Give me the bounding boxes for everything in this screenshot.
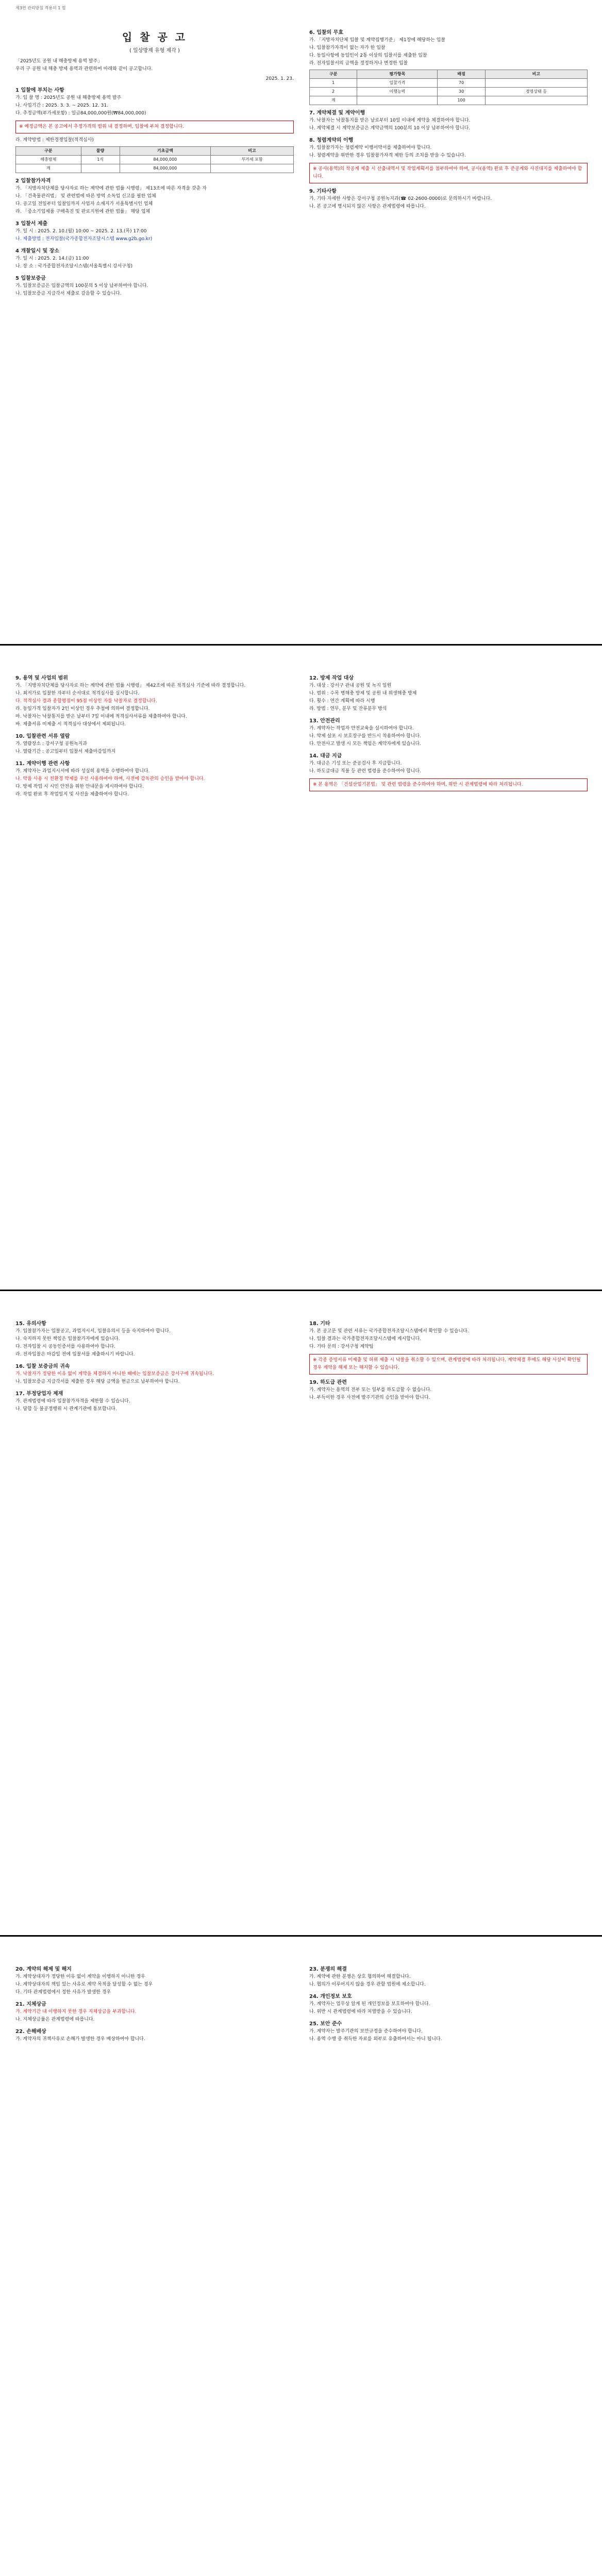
section-line: 가. 대상 : 강서구 관내 공원 및 녹지 일원 [309,683,392,688]
notice-subtitle: ( 일상방제 유형 제각 ) [129,48,180,54]
page-3-right-column [309,1316,588,1402]
section-line: 다. 공고일 전일부터 입찰일까지 사업자 소재지가 서울특별시인 업체 [15,201,153,207]
table-cell: 경영상태 등 [485,88,587,96]
section-line: 가. 일 시 : 2025. 2. 10.(월) 10:00 ~ 2025. 2. 13.(목) 17:00 [15,229,147,234]
section-heading: 3 입찰서 제출 [15,221,48,227]
section-line: 바. 제출서류 미제출 시 적격심사 대상에서 제외됩니다. [15,722,126,727]
section-line: 나. 입찰보증금 지급각서 제출로 갈음할 수 있습니다. [15,291,122,296]
section-line: 가. 계약상대자가 정당한 이유 없이 계약을 이행하지 아니한 경우 [15,1974,145,1979]
section-line: 나. 입찰보증금 지급각서를 제출한 경우 해당 금액을 현금으로 납부하여야 합니다. [15,1379,180,1384]
section-heading: 22. 손해배상 [15,2029,46,2035]
document-page-4 [0,1937,602,2576]
intro-line-2: 우리 구 공원 내 해충 방제 용역과 관련하여 아래와 같이 공고합니다. [15,66,153,72]
red-notice-text: ※ 각종 증빙서류 미제출 및 허위 제출 시 낙찰을 취소할 수 있으며, 관계법령에 따라 처리됩니다. 계약체결 후에도 해당 사실이 확인될 경우 계약을 해제 또는 해지할 수 있습니다. [313,1358,581,1370]
document-page-1 [0,0,602,644]
table-header: 배점 [438,70,485,79]
section-line: 나. 계약체결 시 계약보증금은 계약금액의 100분의 10 이상 납부하여야 합니다. [309,126,471,131]
notice-date: 2025. 1. 23. [265,76,294,81]
section-line: 가. 낙찰자는 낙찰통지를 받은 날로부터 10일 이내에 계약을 체결하여야 합니다. [309,118,471,123]
section-line: 라. 전자입찰은 마감일 전에 입찰서를 제출하시기 바랍니다. [15,1352,135,1357]
section-line: 다. 기타 문의 : 강서구청 계약팀 [309,1344,374,1349]
table-cell: 입찰가격 [357,79,438,88]
table-cell [485,79,587,88]
section-heading: 9. 용역 및 사업의 범위 [15,675,68,681]
section-heading: 9. 기타사항 [309,189,337,194]
document-page-3 [0,1291,602,1935]
notice-title: 입 찰 공 고 [122,31,188,43]
section-line: 나. 위반 시 관계법령에 따라 처벌받을 수 있습니다. [309,2009,412,2014]
section-line: 나. 계약상대자의 책임 있는 사유로 계약 목적을 달성할 수 없는 경우 [15,1982,153,1987]
red-notice-box [309,1354,588,1375]
section-line: 가. 계약자는 과업지시서에 따라 성실히 용역을 수행하여야 합니다. [15,769,150,774]
table-cell: 부가세 포함 [211,156,294,164]
section-line: 마. 낙찰자는 낙찰통지를 받은 날부터 7일 이내에 적격심사서류를 제출하여야 합니다. [15,714,187,719]
section-line-highlight: 가. 계약기간 내 이행하지 못한 경우 지체상금을 부과합니다. [15,2009,137,2014]
section-line: 다. 횟수 : 연간 계획에 따라 시행 [309,699,375,704]
table-cell [81,164,120,173]
section-line: 라. 작업 완료 후 작업일지 및 사진을 제출하여야 합니다. [15,792,129,797]
section-line: 나. 본 공고에 명시되지 않은 사항은 관계법령에 따릅니다. [309,204,426,209]
section-line: 다. 방제 작업 시 시민 안전을 위한 안내문을 게시하여야 합니다. [15,784,144,789]
section-line: 나. 입찰참가자격이 없는 자가 한 입찰 [309,45,386,50]
section-line: 가. 입찰참가자는 입찰공고, 과업지시서, 입찰유의서 등을 숙지하여야 합니다. [15,1329,171,1334]
table-cell: 30 [438,88,485,96]
section-line: 나. 입찰 결과는 국가종합전자조달시스템에 게시합니다. [309,1336,422,1342]
section-line-highlight: 가. 낙찰자가 정당한 이유 없이 계약을 체결하지 아니한 때에는 입찰보증금은 강서구에 귀속됩니다. [15,1371,214,1377]
section-line: 라. 동일가격 입찰자가 2인 이상인 경우 추첨에 의하여 결정합니다. [15,706,150,711]
section-line: 다. 안전사고 발생 시 모든 책임은 계약자에게 있습니다. [309,741,422,747]
page-2-left-column [15,670,294,799]
table-cell: 84,000,000 [120,164,210,173]
table-cell [485,96,587,105]
table-cell: 이행능력 [357,88,438,96]
table-header: 비고 [485,70,587,79]
table-cell: 70 [438,79,485,88]
section-line: 나. 「건축물관리법」 및 관련법에 따른 방역 소독업 신고를 필한 업체 [15,194,156,199]
red-notice-box [15,121,294,133]
table-header: 구분 [310,70,357,79]
section-line: 나. 약제 살포 시 보호장구를 반드시 착용하여야 합니다. [309,734,422,739]
table-row [310,88,588,96]
section-heading: 19. 하도급 관련 [309,1380,347,1385]
table-cell: 2 [310,88,357,96]
table-cell: 해충방제 [16,156,81,164]
section-line: 가. 「지방자치단체를 당사자로 하는 계약에 관한 법률 시행령」 제42조에 따른 적격심사 기준에 따라 결정합니다. [15,683,246,688]
section-heading: 24. 개인정보 보호 [309,1994,352,1999]
section-line: 나. 청렴계약을 위반한 경우 입찰참가자격 제한 등의 조치를 받을 수 있습니다. [309,153,466,158]
section-line: 가. 관계법령에 따라 입찰참가자격을 제한할 수 있습니다. [15,1399,130,1404]
section-heading: 20. 계약의 해제 및 해지 [15,1967,72,1972]
table-cell: 계 [16,164,81,173]
section-heading: 14. 대금 지급 [309,753,342,759]
section-heading: 5 입찰보증금 [15,276,46,281]
red-notice-text: ※ 본 용역은 「건설산업기본법」 및 관련 법령을 준수하여야 하며, 위반 시 관계법령에 따라 처리됩니다. [313,782,523,787]
table-header: 평가항목 [357,70,438,79]
table-cell: 100 [438,96,485,105]
section-line: 다. 추정금액(부가세포함) : 일금84,000,000원(₩84,000,000) [15,111,146,116]
evaluation-table [309,70,588,105]
page-header: 제3편 관리방침 적용의 1 필 [15,6,66,10]
section-line: 가. 입 찰 명 : 2025년도 공원 내 해충방제 용역 발주 [15,95,122,100]
table-header: 구분 [16,147,81,156]
section-line: 가. 「지방자치단체 입찰 및 계약집행기준」 제1장에 해당하는 입찰 [309,38,445,43]
section-heading: 16. 입찰 보증금의 귀속 [15,1364,70,1369]
document-page-2 [0,646,602,1290]
section-line: 나. 협의가 이루어지지 않을 경우 관할 법원에 제소합니다. [309,1982,426,1987]
section-heading: 4 개찰일시 및 장소 [15,248,60,254]
section-heading: 13. 안전관리 [309,718,340,724]
page-1-right-column [309,25,588,211]
section-line-highlight: 다. 적격심사 결과 종합평점이 95점 이상인 자를 낙찰자로 결정합니다. [15,699,157,704]
section-line: 나. 담합 등 불공정행위 시 관계기관에 통보합니다. [15,1406,117,1412]
table-row [310,96,588,105]
section-heading: 12. 방제 작업 대상 [309,675,354,681]
table-cell: 계 [310,96,357,105]
section-heading: 2 입찰참가자격 [15,178,51,184]
section-line: 가. 계약자의 귀책사유로 손해가 발생한 경우 배상하여야 합니다. [15,2037,145,2042]
section-line: 나. 부득이한 경우 사전에 발주기관의 승인을 받아야 합니다. [309,1395,430,1400]
section-line: 가. 계약에 관한 분쟁은 상호 협의하여 해결합니다. [309,1974,411,1979]
table-cell: 1 [310,79,357,88]
section-line: 라. 방법 : 연무, 분무 및 잔류분무 방식 [309,706,387,711]
red-notice-box [309,778,588,791]
section-line: 다. 기타 관계법령에서 정한 사유가 발생한 경우 [15,1990,111,1995]
page-2-right-column [309,670,588,794]
section-line: 가. 본 공고문 및 관련 서류는 국가종합전자조달시스템에서 확인할 수 있습니다. [309,1329,469,1334]
section-heading: 15. 유의사항 [15,1321,46,1327]
section-line: 가. 계약자는 발주기관의 보안규정을 준수하여야 합니다. [309,2029,423,2034]
page-1-left-column [15,25,294,298]
page-3-left-column [15,1316,294,1413]
section-line: 나. 지체상금률은 관계법령에 따릅니다. [15,2017,95,2022]
section-line: 나. 장 소 : 국가종합전자조달시스템(서울특별시 강서구청) [15,264,133,269]
intro-line: 「2025년도 공원 내 해충방제 용역 발주」 [15,59,103,64]
table-row [16,164,294,173]
section-heading: 1 입찰에 부치는 사항 [15,88,64,93]
section-line: 나. 열람기간 : 공고일부터 입찰서 제출마감일까지 [15,749,116,754]
section-line: 가. 열람장소 : 강서구청 공원녹지과 [15,741,88,747]
table-cell: 1식 [81,156,120,164]
table-cell [211,164,294,173]
section-line: 가. 계약자는 작업자 안전교육을 실시하여야 합니다. [309,726,414,731]
section-line: 나. 하도급대금 직불 등 관련 법령을 준수하여야 합니다. [309,769,422,774]
section-line: 가. 계약자는 용역의 전부 또는 일부를 하도급할 수 없습니다. [309,1387,432,1393]
section-heading: 17. 부정당업자 제재 [15,1391,63,1397]
section-line: 가. 일 시 : 2025. 2. 14.(금) 11:00 [15,256,89,261]
section-heading: 7. 계약체결 및 계약이행 [309,110,365,116]
section-line: 나. 최저가로 입찰한 자부터 순서대로 적격심사를 실시합니다. [15,691,140,696]
section-line: 라. 「중소기업제품 구매촉진 및 판로지원에 관한 법률」 해당 업체 [15,209,150,214]
section-heading: 18. 기타 [309,1321,330,1327]
section-line-link: 나. 제출방법 : 전자입찰(국가종합전자조달시스템 www.g2b.go.kr) [15,236,153,242]
table-row [16,156,294,164]
section-heading: 10. 입찰관련 서류 열람 [15,734,70,739]
section-line: 다. 동일사항에 동일인이 2통 이상의 입찰서를 제출한 입찰 [309,53,427,58]
section-line: 가. 대금은 기성 또는 준공검사 후 지급합니다. [309,761,402,766]
red-notice-text: ※ 예정금액은 본 공고에서 추정가격의 범위 내 결정하며, 입찰에 부쳐 결정합니다. [19,124,185,129]
section-line: 나. 용역 수행 중 취득한 자료를 외부로 유출하여서는 아니 됩니다. [309,2037,442,2042]
table-cell [357,96,438,105]
section-line: 가. 기타 자세한 사항은 강서구청 공원녹지과(☎ 02-2600-0000)로 문의하시기 바랍니다. [309,196,492,201]
section-line: 라. 전자입찰서의 금액을 정정하거나 변경한 입찰 [309,61,408,66]
section-heading: 11. 계약이행 관련 사항 [15,761,70,767]
section-line: 라. 계약방법 : 제한경쟁입찰(적격심사) [15,138,94,143]
section-line: 나. 숙지하지 못한 책임은 입찰참가자에게 있습니다. [15,1336,120,1342]
red-notice-text: ※ 공사(용역)의 착공계 제출 시 산출내역서 및 작업계획서를 첨부하여야 하며, 공사(용역) 완료 후 준공계와 사진대지를 제출하여야 합니다. [313,166,582,179]
table-header: 물량 [81,147,120,156]
page-4-left-column [15,1961,294,2043]
page-4-right-column [309,1961,588,2043]
section-heading: 6. 입찰의 무효 [309,30,344,36]
red-notice-box [309,163,588,183]
section-line: 가. 「지방자치단체를 당사자로 하는 계약에 관한 법률 시행령」 제13조에 따른 자격을 갖춘 자 [15,186,207,191]
section-heading: 21. 지체상금 [15,2002,46,2007]
section-line-highlight: 나. 약품 사용 시 친환경 약제를 우선 사용하여야 하며, 사전에 감독관의 승인을 받아야 합니다. [15,776,205,782]
section-line: 다. 전자입찰 시 공동인증서를 사용하여야 합니다. [15,1344,115,1349]
section-line: 가. 입찰보증금은 입찰금액의 100분의 5 이상 납부하여야 합니다. [15,283,148,289]
table-header: 비고 [211,147,294,156]
table-header: 기초금액 [120,147,210,156]
table-cell: 84,000,000 [120,156,210,164]
budget-table [15,146,294,173]
section-line: 나. 사업기간 : 2025. 3. 3. ~ 2025. 12. 31. [15,103,108,108]
section-line: 가. 입찰참가자는 청렴계약 이행서약서를 제출하여야 합니다. [309,145,432,150]
section-heading: 8. 청렴계약의 이행 [309,138,354,143]
section-line: 나. 범위 : 수목 병해충 방제 및 공원 내 위생해충 방제 [309,691,417,696]
section-heading: 23. 분쟁의 해결 [309,1967,347,1972]
section-heading: 25. 보안 준수 [309,2021,342,2027]
table-row [310,79,588,88]
section-line: 가. 계약자는 업무상 알게 된 개인정보를 보호하여야 합니다. [309,2002,430,2007]
